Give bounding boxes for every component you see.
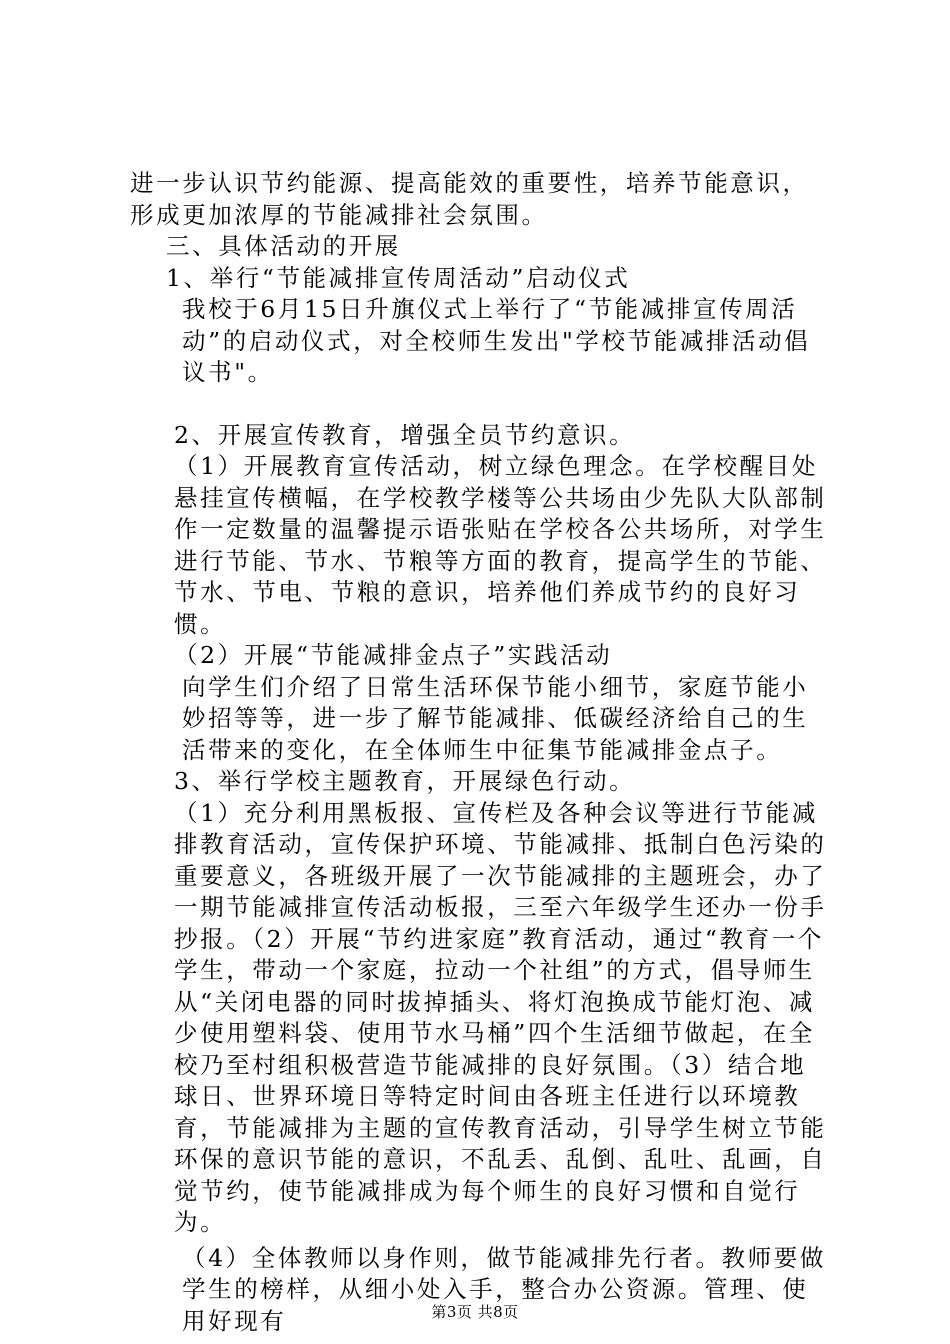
paragraph-continuation: 进一步认识节约能源、提高能效的重要性，培养节能意识，形成更加浓厚的节能减排社会氛围。 xyxy=(130,169,809,229)
paragraph-teachers-example: （4）全体教师以身作则，做节能减排先行者。教师要做学生的榜样，从细小处入手，整合办公资源。管理、使用好现有 xyxy=(182,1243,826,1335)
paragraph-golden-ideas-heading: （2）开展“节能减排金点子”实践活动 xyxy=(174,641,613,669)
document-body xyxy=(130,168,830,1337)
paragraph-launch-ceremony: 我校于6月15日升旗仪式上举行了“节能减排宣传周活动”的启动仪式，对全校师生发出"学校节能减排活动倡议书"。 xyxy=(182,295,811,386)
page-number-footer: 第3页 共8页 xyxy=(431,1303,519,1321)
subsection-heading-1: 1、举行“节能减排宣传周活动”启动仪式 xyxy=(166,263,631,292)
section-heading: 三、具体活动的开展 xyxy=(166,232,401,260)
paragraph-education-activity: （1）开展教育宣传活动，树立绿色理念。在学校醒目处悬挂宣传横幅，在学校教学楼等公共场由少先队大队部制作一定数量的温馨提示语张贴在学校各公共场所，对学生进行节能、节水、节粮等方面的教育，提高学生的节能、节水、节电、节粮的意识，培养他们养成节约的良好习惯。 xyxy=(174,452,827,638)
subsection-heading-3: 3、举行学校主题教育，开展绿色行动。 xyxy=(174,767,636,795)
paragraph-theme-education: （1）充分利用黑板报、宣传栏及各种会议等进行节能减排教育活动，宣传保护环境、节能减排、抵制白色污染的重要意义，各班级开展了一次节能减排的主题班会，办了一期节能减排宣传活动板报，三至六年级学生还办一份手抄报。（2）开展“节约进家庭”教育活动，通过“教育一个学生，带动一个家庭，拉动一个社组”的方式，倡导师生从“关闭电器的同时拔掉插头、将灯泡换成节能灯泡、减少使用塑料袋、使用节水马桶”四个生活细节做起，在全校乃至村组积极营造节能减排的良好氛围。（3）结合地球日、世界环境日等特定时间由各班主任进行以环境教育，节能减排为主题的宣传教育活动，引导学生树立节能环保的意识节能的意识，不乱丢、乱倒、乱吐、乱画，自觉节约，使节能减排成为每个师生的良好习惯和自觉行为。 xyxy=(174,798,827,1236)
paragraph-golden-ideas: 向学生们介绍了日常生活环保节能小细节，家庭节能小妙招等等，进一步了解节能减排、低碳经济给自己的生活带来的变化，在全体师生中征集节能减排金点子。 xyxy=(182,672,809,764)
subsection-heading-2: 2、开展宣传教育，增强全员节约意识。 xyxy=(174,420,636,449)
